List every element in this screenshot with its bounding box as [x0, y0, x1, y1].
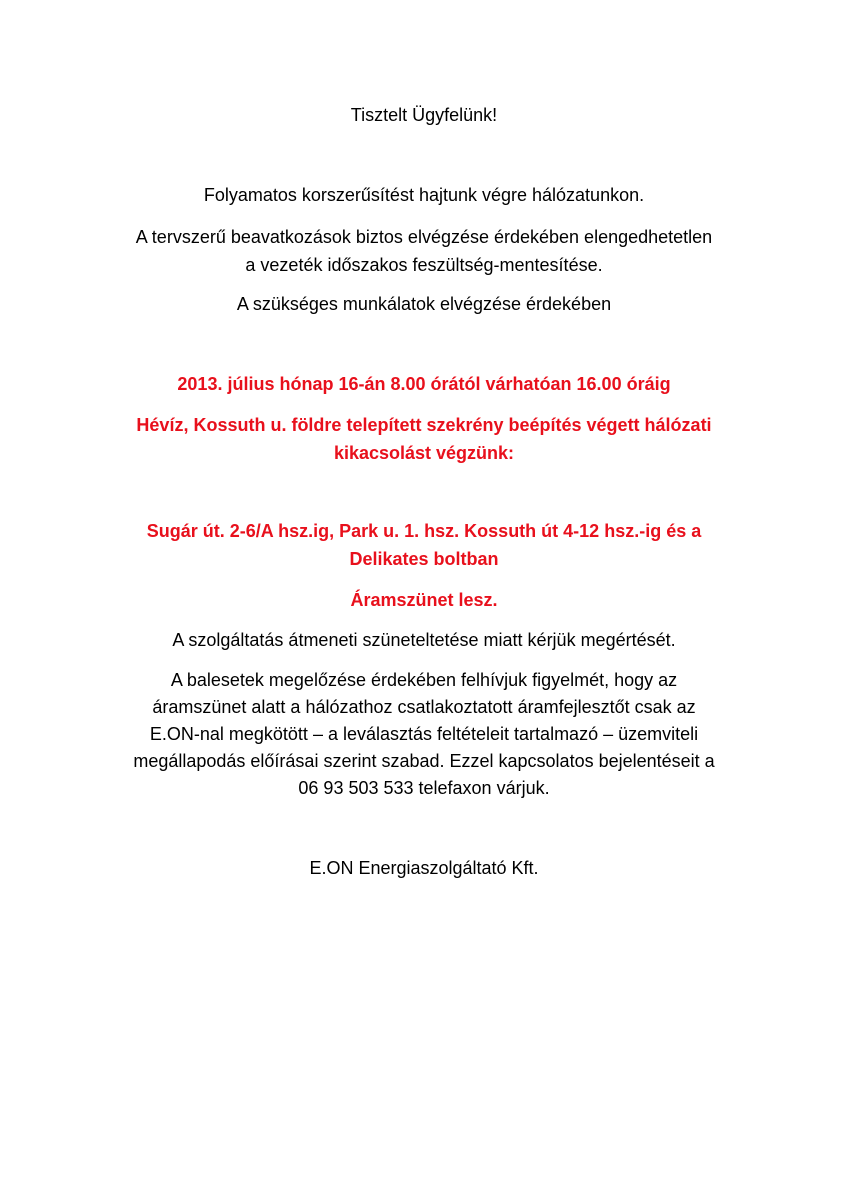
addresses-line-1: Sugár út. 2-6/A hsz.ig, Park u. 1. hsz. Kossuth út 4-12 hsz.-ig és a — [146, 521, 702, 541]
paragraph-1-line-2: a vezeték időszakos feszültség-mentesítése. — [245, 255, 603, 275]
location-line-1: Hévíz, Kossuth u. földre telepített szekrény beépítés végett hálózati — [136, 415, 712, 435]
warning-line-4: megállapodás előírásai szerint szabad. Ezzel kapcsolatos bejelentéseit a — [133, 751, 715, 771]
addresses-line-2: Delikates boltban — [349, 549, 499, 569]
warning-line-5: 06 93 503 533 telefaxon várjuk. — [298, 778, 550, 798]
signature: E.ON Energiaszolgáltató Kft. — [309, 858, 539, 878]
outage-notice: Áramszünet lesz. — [350, 590, 498, 610]
salutation: Tisztelt Ügyfelünk! — [350, 105, 498, 125]
location-line-2: kikacsolást végzünk: — [333, 443, 515, 463]
paragraph-2: A szükséges munkálatok elvégzése érdekében — [236, 294, 612, 314]
warning-line-2: áramszünet alatt a hálózathoz csatlakoztatott áramfejlesztőt csak az — [152, 697, 696, 717]
intro-line: Folyamatos korszerűsítést hajtunk végre hálózatunkon. — [203, 185, 645, 205]
warning-line-1: A balesetek megelőzése érdekében felhívjuk figyelmét, hogy az — [170, 670, 678, 690]
apology-line: A szolgáltatás átmeneti szüneteltetése miatt kérjük megértését. — [172, 630, 676, 650]
warning-line-3: E.ON-nal megkötött – a leválasztás feltételeit tartalmazó – üzemviteli — [149, 724, 699, 744]
paragraph-1-line-1: A tervszerű beavatkozások biztos elvégzése érdekében elengedhetetlen — [135, 227, 713, 247]
date-line: 2013. július hónap 16-án 8.00 órától várhatóan 16.00 óráig — [177, 374, 671, 394]
